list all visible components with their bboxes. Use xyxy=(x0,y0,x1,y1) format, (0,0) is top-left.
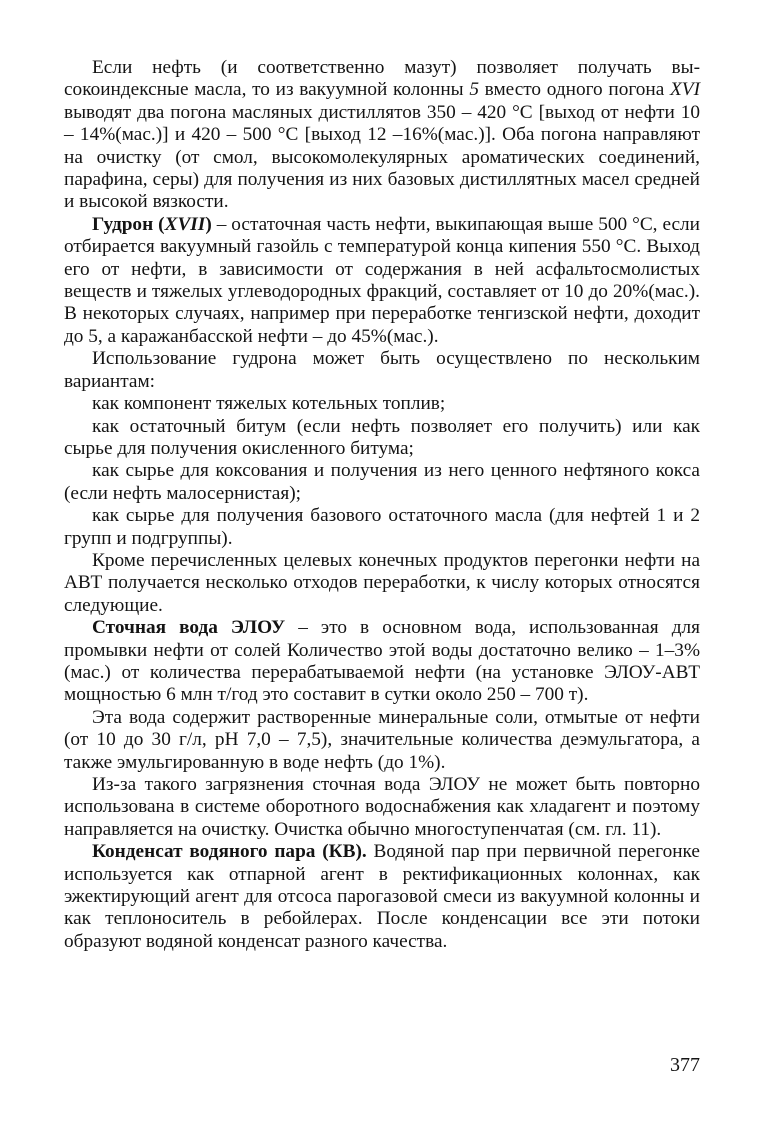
p1-column-number: 5 xyxy=(469,79,479,101)
p3-text: Использование гудрона может быть осуществлено по нескольким вариантам: xyxy=(64,348,700,392)
paragraph-p10 xyxy=(64,707,700,774)
p1-stream-number: XVI xyxy=(670,79,700,101)
paragraph-p1 xyxy=(64,57,700,214)
p9-term: Сточная вода ЭЛОУ xyxy=(92,617,286,639)
p2-term-end: ) xyxy=(205,213,212,235)
list-item-fuel xyxy=(64,393,700,415)
list-item-bitumen xyxy=(64,416,700,461)
paragraph-p8 xyxy=(64,550,700,617)
page-number: 377 xyxy=(670,1054,700,1076)
list-item-base-oil xyxy=(64,505,700,550)
paragraph-p2 xyxy=(64,214,700,348)
p12-text: Водяной пар при первичной перегонке используется как отпарной агент в ректификационных колоннах, как эжектирующий агент для отсоса парогазовой смеси из вакуумной колонны и как теплоноситель в ребойлерах. После конденсации все эти потоки образуют водяной конденсат разного качества. xyxy=(64,841,700,952)
paragraph-p12 xyxy=(64,841,700,953)
p6-text: как сырье для коксования и получения из него ценного нефтяного кокса (если нефть малосернистая); xyxy=(64,460,700,504)
p1-text-3: выводят два погона масляных дистиллятов 350 – 420 °С [выход от нефти 10 – 14%(мас.)] и 420 – 500 °С [выход 12 –16%(мас.)]. Оба погона направляют на очистку (от смол, высокомолекулярных ароматических соединений, парафина, серы) для получения из них базовых дистиллятных масел средней и высокой вязкости. xyxy=(64,101,700,213)
p1-text-2: вместо одного погона xyxy=(478,79,671,101)
p2-text: – остаточная часть нефти, выкипающая выше 500 °С, если отбирается вакуумный газойль с температурой конца кипения 550 °С. Выход его от нефти, в зависимости от содержания в ней асфальтосмолистых веществ и тяжелых углеводородных фракций, составляет от 10 до 20%(мас.). В некоторых случаях, например при переработке тенгизской нефти, доходит до 5, а каражанбасской нефти – до 45%(мас.). xyxy=(64,213,700,347)
list-item-coking xyxy=(64,460,700,505)
paragraph-p3 xyxy=(64,348,700,393)
p12-term: Конденсат водяного пара (КВ). xyxy=(92,841,367,863)
page-body xyxy=(64,57,700,953)
paragraph-p9 xyxy=(64,617,700,707)
p10-text: Эта вода содержит растворенные минеральные соли, отмытые от нефти (от 10 до 30 г/л, рН 7,0 – 7,5), значительные количества деэмульгатора, а также эмульгированную в воде нефть (до 1%). xyxy=(64,706,700,773)
p9-text: – это в основном вода, использованная для промывки нефти от солей Количество этой воды достаточно велико – 1–3%(мас.) от количества перерабатываемой нефти (на установке ЭЛОУ-АВТ мощностью 6 млн т/год это составит в сутки около 250 – 700 т). xyxy=(64,617,700,706)
p2-term-start: Гудрон ( xyxy=(92,213,165,235)
p7-text: как сырье для получения базового остаточного масла (для нефтей 1 и 2 групп и подгруппы). xyxy=(64,505,700,549)
p1-text-1: Если нефть (и соответственно мазут) позволяет получать высокоиндексные масла, то из вакуумной колонны xyxy=(64,57,700,101)
p4-text: как компонент тяжелых котельных топлив; xyxy=(92,393,446,415)
p2-term-stream: XVII xyxy=(164,213,206,235)
p11-text: Из-за такого загрязнения сточная вода ЭЛОУ не может быть повторно использована в системе оборотного водоснабжения как хладагент и поэтому направляется на очистку. Очистка обычно многоступенчатая (см. гл. 11). xyxy=(64,774,700,840)
p8-text: Кроме перечисленных целевых конечных продуктов перегонки нефти на АВТ получается несколько отходов переработки, к числу которых относятся следующие. xyxy=(64,549,700,616)
p5-text: как остаточный битум (если нефть позволяет его получить) или как сырье для получения окисленного битума; xyxy=(64,415,700,459)
paragraph-p11 xyxy=(64,774,700,841)
